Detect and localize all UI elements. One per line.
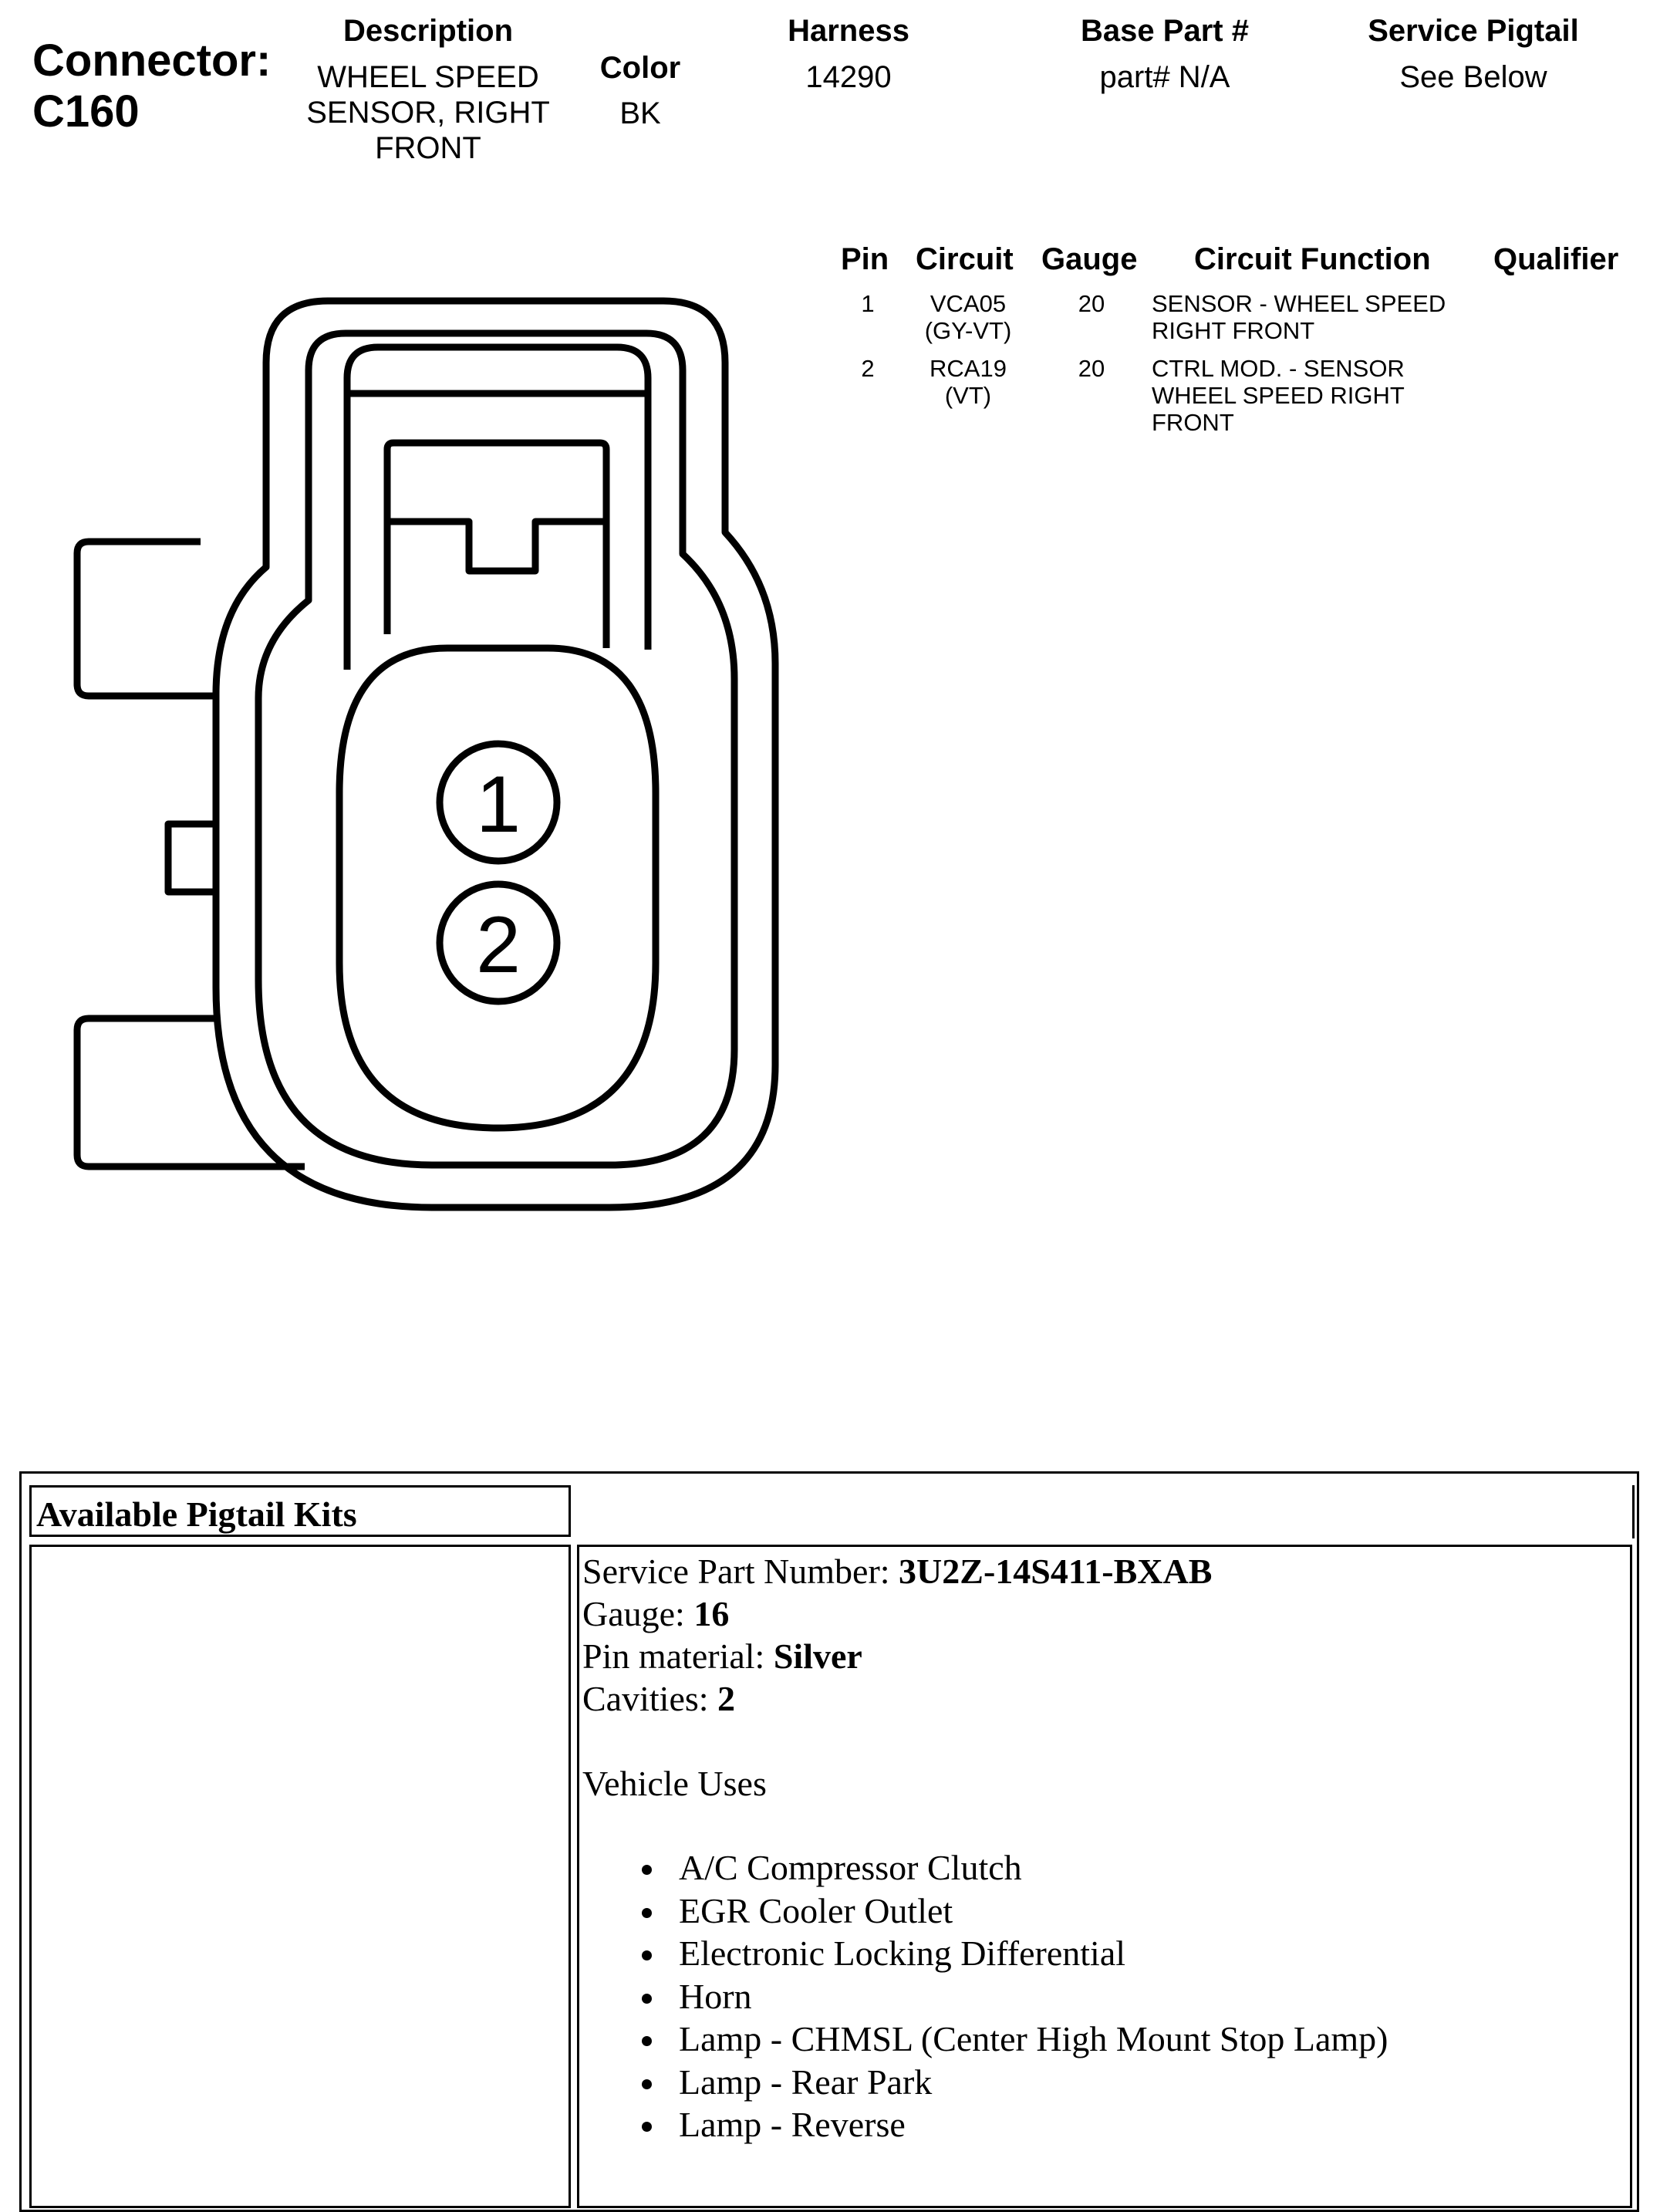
vehicle-use-text: Lamp - Reverse [679, 2105, 906, 2144]
vehicle-use-text: Horn [679, 1976, 752, 2016]
vehicle-uses-heading: Vehicle Uses [582, 1764, 767, 1803]
function-line: FRONT [1152, 409, 1234, 436]
function-cell [1152, 355, 1405, 436]
pigtail-heading-spacer [572, 1485, 1635, 1538]
description-line: WHEEL SPEED [317, 60, 539, 94]
list-item [679, 2018, 1388, 2061]
list-item [679, 1932, 1388, 1975]
bullet-icon [642, 1865, 652, 1875]
service-part-number: 3U2Z-14S411-BXAB [899, 1552, 1213, 1591]
circuit-cell [903, 290, 1034, 344]
vehicle-use-text: Electronic Locking Differential [679, 1933, 1126, 1973]
harness-header: Harness [788, 14, 909, 48]
lock-notch [387, 522, 606, 571]
pin-1-label: 1 [476, 760, 521, 849]
color-header: Color [599, 51, 681, 85]
connector-label: Connector: [32, 35, 272, 86]
bullet-icon [642, 1994, 652, 2004]
list-item [679, 2103, 1388, 2146]
col-circuit-function: Circuit Function [1194, 242, 1431, 276]
vehicle-use-text: A/C Compressor Clutch [679, 1848, 1022, 1887]
col-pin: Pin [841, 242, 889, 276]
pin-material-label: Pin material: [582, 1636, 774, 1676]
bullet-icon [642, 2079, 652, 2089]
service-pigtail-value: See Below [1399, 60, 1547, 94]
pin-number: 2 [861, 355, 875, 382]
base-part-header: Base Part # [1081, 14, 1249, 48]
gauge-value: 16 [693, 1594, 730, 1633]
base-part-value: part# N/A [1099, 60, 1230, 94]
function-line: CTRL MOD. - SENSOR [1152, 355, 1405, 382]
function-line: SENSOR - WHEEL SPEED [1152, 290, 1446, 317]
cavities-label: Cavities: [582, 1679, 718, 1718]
pigtail-kits-heading-cell [29, 1485, 571, 1537]
col-qualifier: Qualifier [1493, 242, 1619, 276]
circuit-cell [903, 355, 1034, 409]
list-item [679, 1889, 1388, 1933]
description-header: Description [342, 14, 514, 48]
vehicle-use-text: Lamp - Rear Park [679, 2062, 933, 2102]
lock-tab [387, 443, 606, 648]
color-value: BK [619, 96, 661, 130]
bullet-icon [642, 2122, 652, 2132]
upper-latch-tab [77, 542, 216, 696]
list-item [679, 2061, 1388, 2104]
connector-face-diagram [0, 0, 849, 1273]
description-line: FRONT [375, 131, 481, 165]
middle-key-tab [168, 824, 216, 892]
pin-cavity-insert [339, 648, 656, 1128]
function-line: RIGHT FRONT [1152, 317, 1315, 344]
pigtail-image-cell [29, 1545, 571, 2208]
list-item [679, 1975, 1388, 2018]
outer-housing [216, 301, 775, 1207]
pin-material-line [582, 1636, 862, 1677]
function-cell [1152, 290, 1446, 344]
harness-value: 14290 [805, 60, 892, 94]
vehicle-use-text: Lamp - CHMSL (Center High Mount Stop Lamp) [679, 2019, 1388, 2058]
gauge-cell: 20 [1078, 290, 1105, 317]
col-gauge: Gauge [1041, 242, 1138, 276]
bullet-icon [642, 1950, 652, 1960]
circuit-code: RCA19 [930, 355, 1007, 382]
function-line: WHEEL SPEED RIGHT [1152, 382, 1405, 409]
description-line: SENSOR, RIGHT [306, 96, 550, 130]
circuit-code: VCA05 [930, 290, 1007, 317]
service-pigtail-header: Service Pigtail [1368, 14, 1579, 48]
circuit-color: (GY-VT) [924, 317, 1012, 344]
pin-2-label: 2 [476, 900, 521, 990]
service-part-line [582, 1551, 1212, 1592]
pigtail-kits-heading: Available Pigtail Kits [36, 1494, 357, 1534]
connector-id: C160 [32, 86, 140, 137]
col-circuit: Circuit [916, 242, 1014, 276]
vehicle-use-text: EGR Cooler Outlet [679, 1890, 953, 1930]
gauge-label: Gauge: [582, 1594, 694, 1633]
lower-latch-tab [77, 1018, 305, 1167]
cavities-line [582, 1678, 735, 1720]
list-item [679, 1846, 1388, 1889]
bullet-icon [642, 1908, 652, 1918]
service-part-label: Service Part Number: [582, 1552, 899, 1591]
gauge-line [582, 1593, 729, 1635]
circuit-color: (VT) [944, 382, 992, 409]
bullet-icon [642, 2036, 652, 2046]
pin-number: 1 [861, 290, 875, 317]
vehicle-uses-list [679, 1846, 1388, 2146]
pin-material-value: Silver [773, 1636, 862, 1676]
cavities-value: 2 [717, 1679, 736, 1718]
inner-housing-wall [258, 333, 734, 1165]
gauge-cell: 20 [1078, 355, 1105, 382]
